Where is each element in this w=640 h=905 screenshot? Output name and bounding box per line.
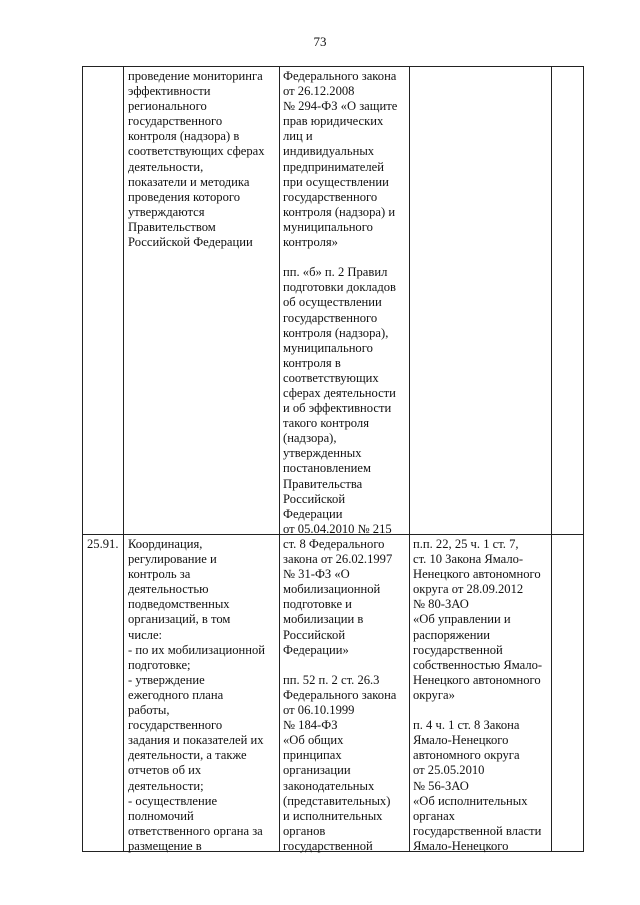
regional-legal-basis-cell: п.п. 22, 25 ч. 1 ст. 7, ст. 10 Закона Ямало- Ненецкого автономного округа от 28.09.2012 № 80-ЗАО «Об управлении и распоряжении государственной собственностью Ямало- Ненецкого автономного округа» п. 4 ч. 1 ст. 8 Закона Ямало-Ненецкого автономного округа от 25.05.2010 № 56-ЗАО «Об исполнительных органах государственной власти Ямало-Ненецкого bbox=[413, 537, 543, 853]
column-divider bbox=[123, 67, 124, 851]
column-divider bbox=[551, 67, 552, 851]
row-number-cell: 25.91. bbox=[87, 537, 119, 551]
page-number: 73 bbox=[313, 34, 327, 49]
function-description-cell: проведение мониторинга эффективности регионального государственного контроля (надзора) в соответствующих сферах деятельности, показатели и методика проведения которого утверждаются Правительством Российской Федерации bbox=[128, 69, 265, 250]
column-divider bbox=[409, 67, 410, 851]
federal-legal-basis-cell: Федерального закона от 26.12.2008 № 294-ФЗ «О защите прав юридических лиц и индивидуальных предпринимателей при осуществлении государственного контроля (надзора) и муниципального контроля» пп. «б» п. 2 Правил подготовки докладов об осуществлении государственного контроля (надзора), муниципального контроля в соответствующих сферах деятельности и об эффективности такого контроля (надзора), утвержденных постановлением Правительства Российской Федерации от 05.04.2010 № 215 bbox=[283, 69, 398, 536]
functions-table bbox=[82, 66, 584, 852]
function-description-cell: Координация, регулирование и контроль за деятельностью подведомственных организаций, в том числе: - по их мобилизационной подготовке; - утверждение ежегодного плана работы, государственного задания и показателей их деятельности, а также отчетов об их деятельности; - осуществление полномочий ответственного органа за размещение в bbox=[128, 537, 266, 853]
column-divider bbox=[279, 67, 280, 851]
federal-legal-basis-cell: ст. 8 Федерального закона от 26.02.1997 № 31-ФЗ «О мобилизационной подготовке и мобилизации в Российской Федерации» пп. 52 п. 2 ст. 26.3 Федерального закона от 06.10.1999 № 184-ФЗ «Об общих принципах организации законодательных (представительных) и исполнительных органов государственной bbox=[283, 537, 397, 853]
